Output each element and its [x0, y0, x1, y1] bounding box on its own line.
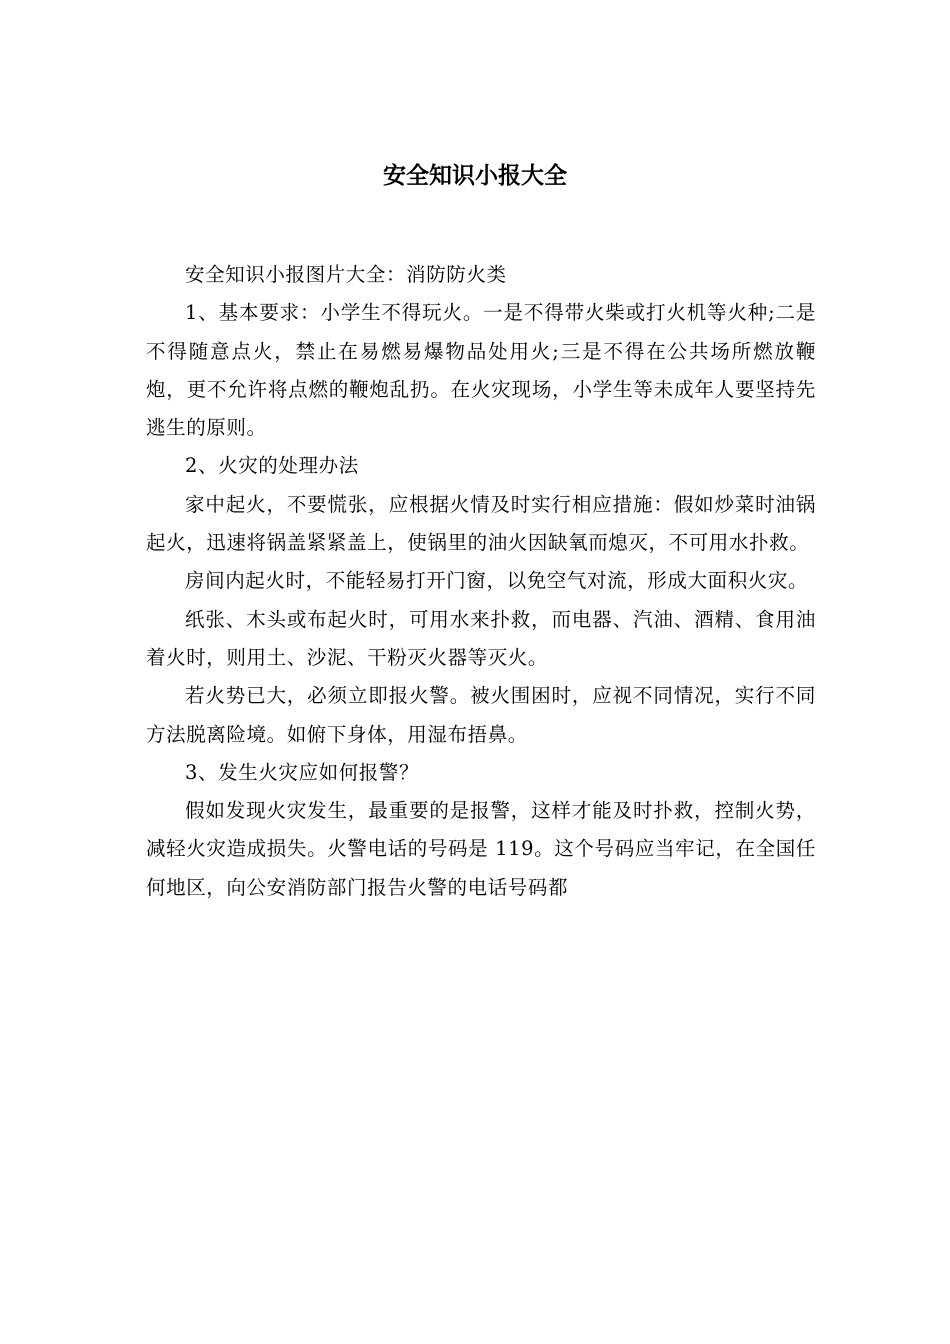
paragraph-subtitle: 安全知识小报图片大全：消防防火类: [185, 263, 507, 286]
paragraph-extinguish-methods: 纸张、木头或布起火时，可用水来扑救，而电器、汽油、酒精、食用油着火时，则用土、沙泥、干粉灭火器等灭火。: [146, 607, 816, 669]
paragraph-large-fire: 若火势已大，必须立即报火警。被火围困时，应视不同情况，实行不同方法脱离险境。如俯下身体，用湿布捂鼻。: [146, 684, 816, 746]
document-title: 安全知识小报大全: [383, 162, 567, 189]
document-body: [146, 256, 816, 907]
paragraph-room-fire: 房间内起火时，不能轻易打开门窗，以免空气对流，形成大面积火灾。: [185, 569, 809, 593]
paragraph-kitchen-fire: 家中起火，不要慌张，应根据火情及时实行相应措施：假如炒菜时油锅起火，迅速将锅盖紧紧盖上，使锅里的油火因缺氧而熄灭，不可用水扑救。: [146, 492, 816, 555]
paragraph-basic-requirements: 1、基本要求：小学生不得玩火。一是不得带火柴或打火机等火种;二是不得随意点火，禁止在易燃易爆物品处用火;三是不得在公共场所燃放鞭炮，更不允许将点燃的鞭炮乱扔。在火灾现场，小学生等未成年人要坚持先逃生的原则。: [146, 301, 816, 440]
paragraph-fire-alarm-119: 假如发现火灾发生，最重要的是报警，这样才能及时扑救，控制火势，减轻火灾造成损失。火警电话的号码是 119。这个号码应当牢记，在全国任何地区，向公安消防部门报告火警的电话号码都: [146, 799, 816, 899]
paragraph-heading-fire-handling: 2、火灾的处理办法: [185, 454, 359, 478]
paragraph-heading-report-fire: 3、发生火灾应如何报警？: [185, 760, 420, 784]
